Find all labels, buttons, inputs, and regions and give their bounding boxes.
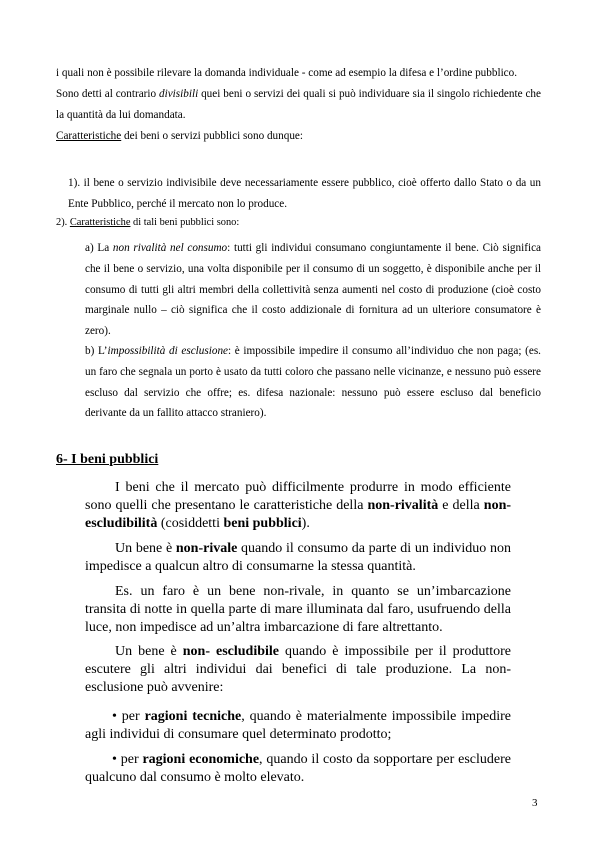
- list-item-2: 2). Caratteristiche di tali beni pubblici sono:: [56, 217, 240, 228]
- section-heading: 6- I beni pubblici: [56, 452, 159, 467]
- page-number: 3: [532, 797, 538, 809]
- section-paragraph-1: I beni che il mercato può difficilmente produrre in modo efficiente sono quelli che presentano le caratteristiche della non-rivalità e della non-escludibilità (cosiddetti beni pubblici).: [85, 480, 512, 531]
- section-paragraph-4: Un bene è non- escludibile quando è impossibile per il produttore escutere gli altri individui dai benefici di tale produzione. La non-esclusione può avvenire:: [85, 644, 511, 695]
- intro-paragraph-2: Sono detti al contrario divisibili quei beni o servizi dei quali si può individuare sia il singolo richiedente che la quantità da lui domandata.: [56, 88, 541, 121]
- sub-item-b: b) L’impossibilità di esclusione: è impossibile impedire il consumo all’individuo che non paga; (es. un faro che segnala un porto è usato da tutti coloro che passano nelle vicinanze, e nessuno può essere escluso dal servizio che offre; es. difesa nazionale: nessuno può essere escluso dal beneficio derivante da un fallito attacco straniero).: [85, 345, 541, 420]
- bullet-item-2: • per ragioni economiche, quando il costo da sopportare per escludere qualcuno dal consumo è molto elevato.: [85, 752, 511, 785]
- intro-paragraph-1: i quali non è possibile rilevare la domanda individuale - come ad esempio la difesa e l’ordine pubblico.: [56, 67, 518, 79]
- section-paragraph-3: Es. un faro è un bene non-rivale, in quanto se un’imbarcazione transita di notte in quella parte di mare illuminata dal faro, usufruendo della luce, non impedisce ad un’altra imbarcazione di fare altrettanto.: [85, 584, 511, 635]
- list-item-1: 1). il bene o servizio indivisibile deve necessariamente essere pubblico, cioè offerto dallo Stato o da un Ente Pubblico, perché il mercato non lo produce.: [68, 177, 541, 210]
- section-paragraph-2: Un bene è non-rivale quando il consumo da parte di un individuo non impedisce a qualcun altro di consumarne la stessa quantità.: [85, 541, 511, 574]
- bullet-icon: •: [112, 709, 117, 724]
- bullet-item-1: • per ragioni tecniche, quando è materialmente impossibile impedire agli individui di consumare quel determinato prodotto;: [85, 709, 511, 742]
- intro-block: [56, 63, 541, 147]
- intro-paragraph-3: Caratteristiche dei beni o servizi pubblici sono dunque:: [56, 130, 303, 142]
- bullet-icon: •: [112, 752, 117, 767]
- sub-item-a: a) La non rivalità nel consumo: tutti gli individui consumano congiuntamente il bene. Ciò significa che il bene o servizio, una volta disponibile per il consumo di un soggetto, è disponibile anche per il consumo di tutti gli altri membri della collettività senza aumenti nel costo di produzione (cioè costo marginale nullo – ciò significa che il costo addizionale di fornitura ad un ulteriore consumatore è zero).: [85, 242, 541, 338]
